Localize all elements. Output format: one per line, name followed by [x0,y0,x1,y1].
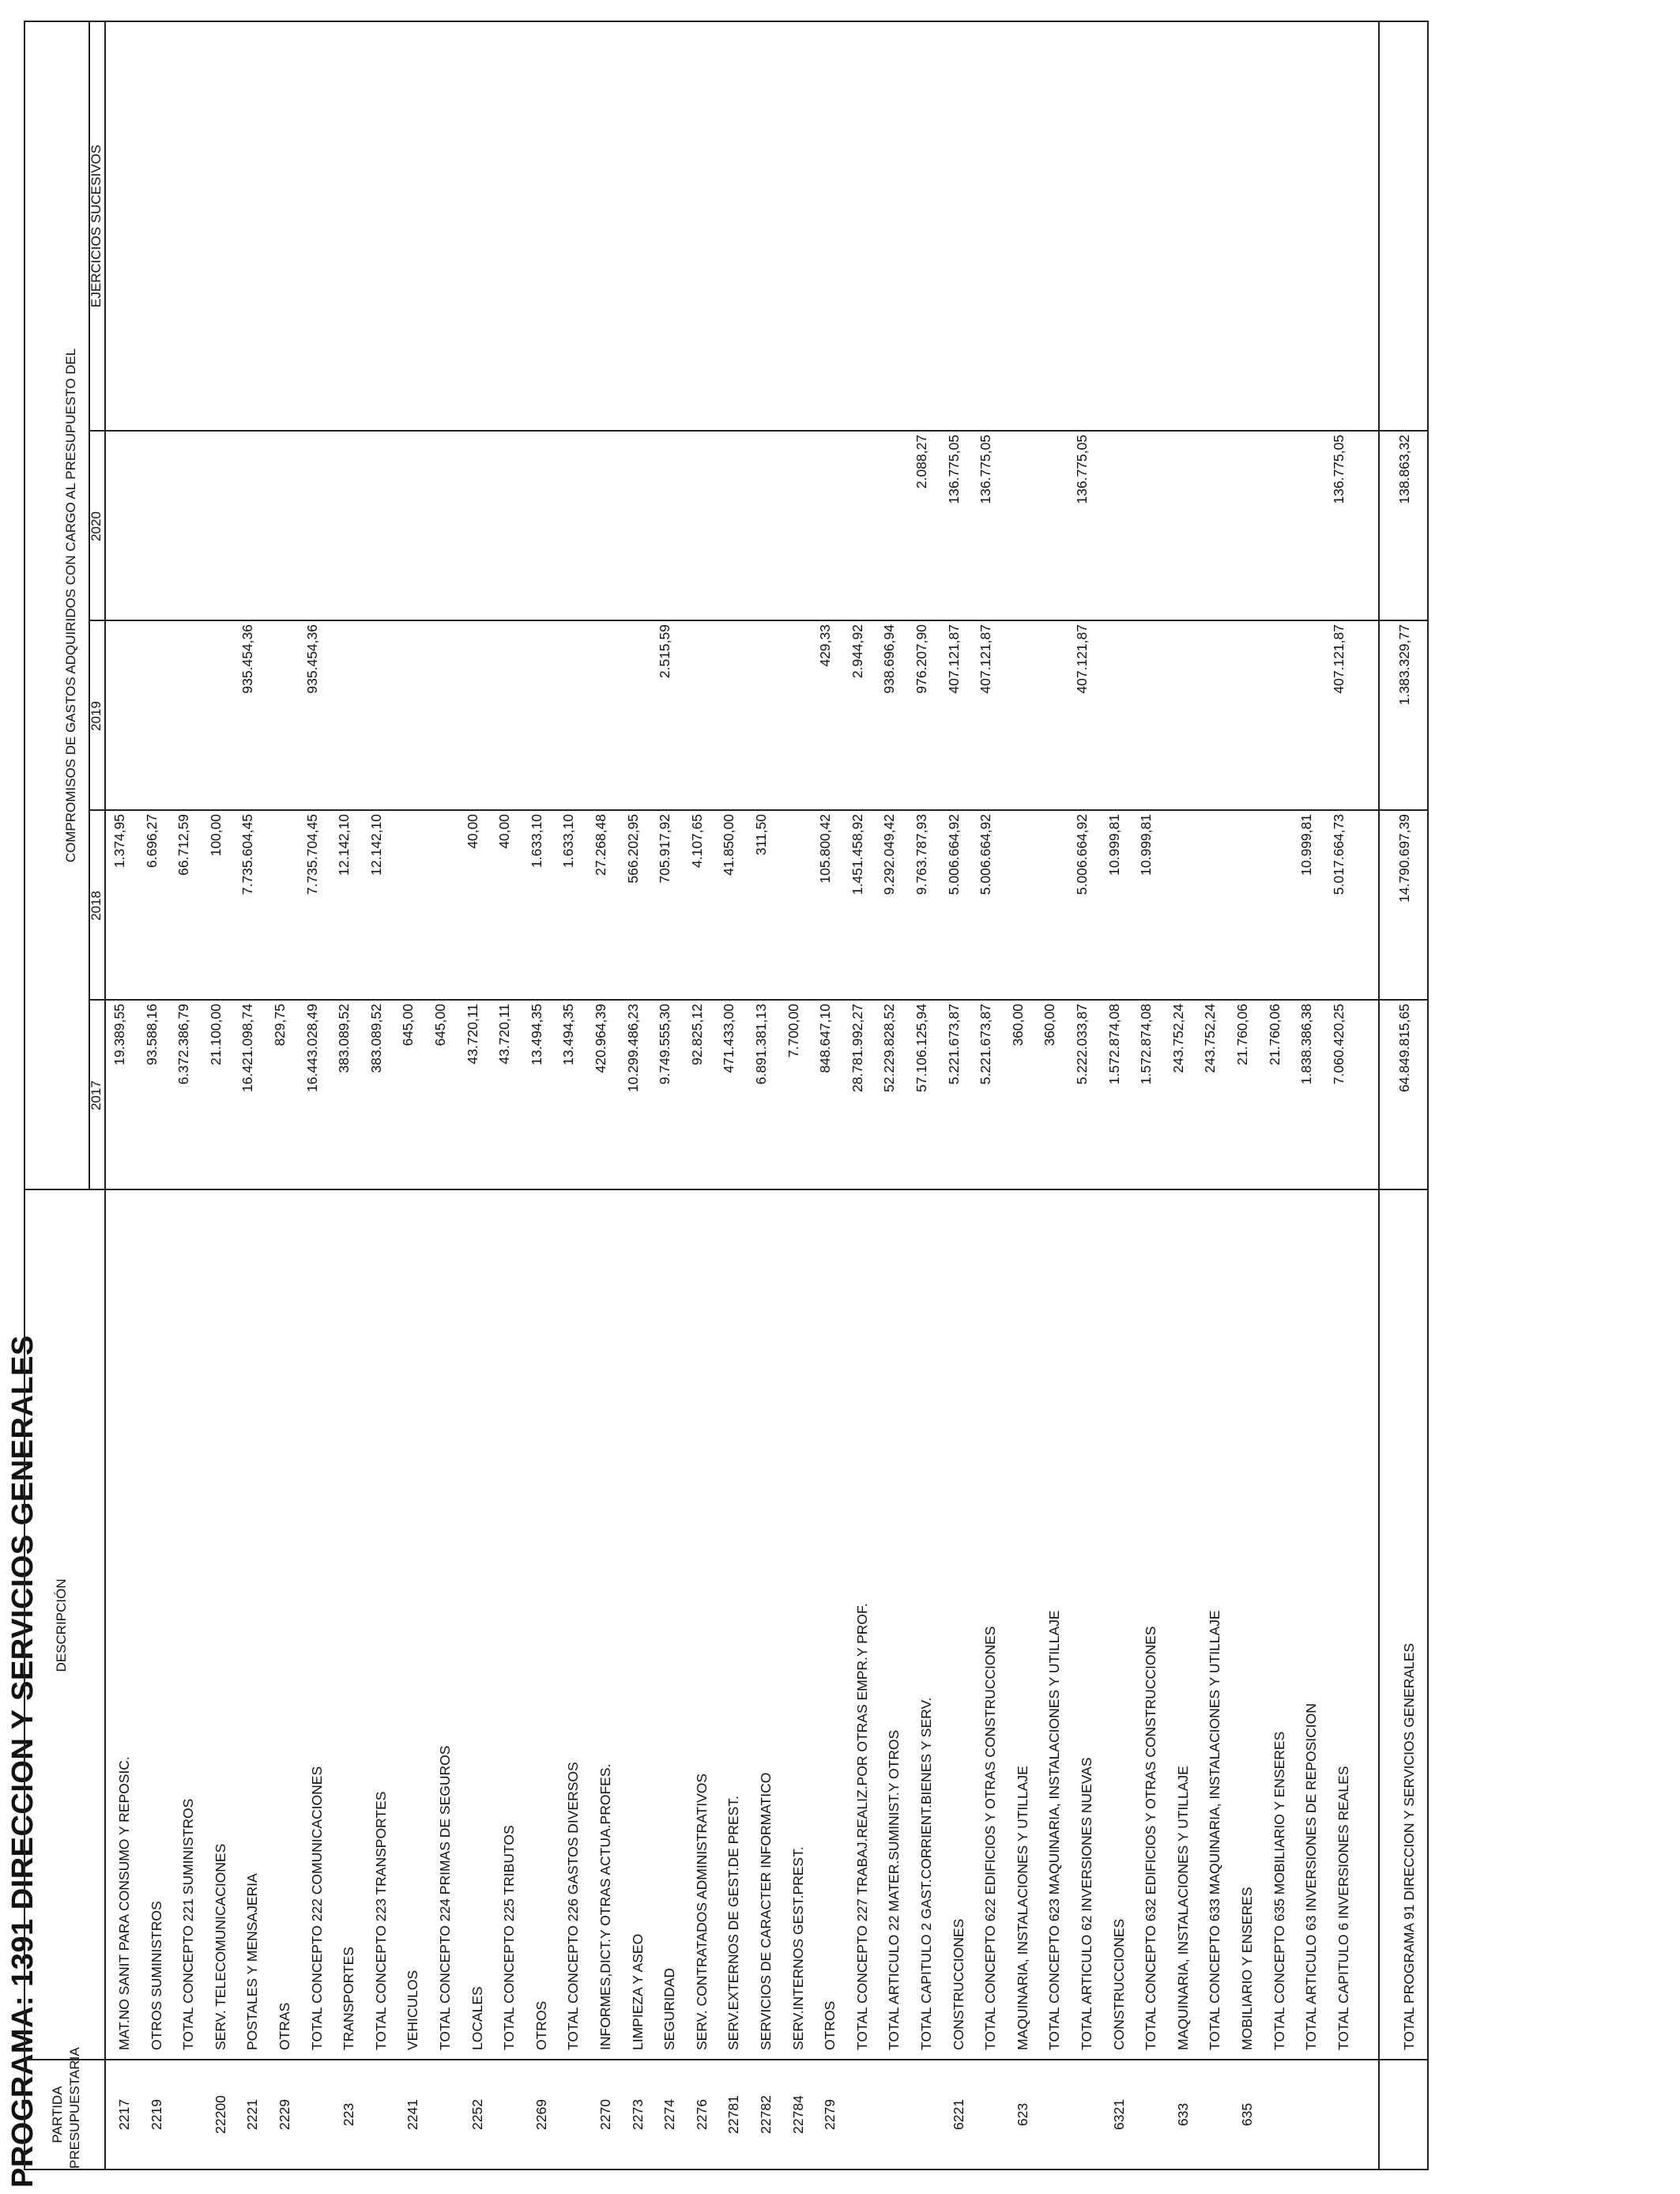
cell-y2018: 705.917,92 [657,814,673,884]
cell-desc: SERV.INTERNOS GEST.PREST. [789,1846,806,2050]
cell-y2018: 5.006.664,92 [977,814,994,895]
cell-y2020: 136.775,05 [1330,435,1347,504]
cell-y2017: 5.221.673,87 [977,1004,994,1085]
cell-code: 2221 [244,2099,261,2130]
cell-y2018: 7.735.704,45 [303,814,320,895]
cell-y2020: 2.088,27 [913,435,929,489]
cell-desc: MAQUINARIA, INSTALACIONES Y UTILLAJE [1174,1766,1191,2050]
cell-desc: OTROS SUMINISTROS [148,1901,164,2050]
cell-desc: POSTALES Y MENSAJERIA [244,1873,261,2050]
header-descripcion: DESCRIPCIÓN [54,1578,69,1672]
cell-desc: TOTAL CONCEPTO 635 MOBILIARIO Y ENSERES [1271,1731,1287,2050]
cell-code: 635 [1239,2102,1255,2127]
cell-y2019: 2.515,59 [657,624,673,679]
cell-y2017: 7.700,00 [785,1004,801,1058]
cell-code: 22781 [725,2095,742,2134]
cell-code: 22782 [758,2095,774,2134]
cell-code: 22784 [789,2095,806,2134]
cell-y2017: 9.749.555,30 [657,1004,673,1085]
cell-y2017: 92.825,12 [688,1004,705,1065]
cell-y2018: 5.017.664,73 [1330,814,1347,895]
cell-y2017: 16.421.098,74 [239,1004,256,1092]
cell-desc: SERVICIOS DE CARACTER INFORMATICO [758,1772,774,2050]
cell-y2018: 10.999,81 [1138,814,1155,876]
total-y2017: 64.849.815,65 [1396,1004,1412,1092]
cell-code: 2252 [469,2099,485,2130]
cell-y2018: 41.850,00 [721,814,737,876]
cell-y2019: 407.121,87 [977,624,994,694]
cell-y2020: 136.775,05 [945,435,962,504]
cell-y2017: 13.494,35 [560,1004,577,1065]
cell-y2018: 100,00 [207,814,224,857]
total-divider [1378,22,1380,2169]
cell-desc: OTROS [533,2000,549,2050]
cell-y2019: 976.207,90 [913,624,929,694]
cell-code: 2276 [693,2099,710,2130]
cell-y2019: 2.944,92 [849,624,865,679]
cell-desc: MOBILIARIO Y ENSERES [1239,1887,1255,2050]
cell-y2017: 1.572.874,08 [1106,1004,1122,1085]
cell-y2017: 1.838.386,38 [1298,1004,1315,1085]
cell-desc: VEHICULOS [405,1970,421,2050]
cell-desc: TOTAL CONCEPTO 222 COMUNICACIONES [308,1766,325,2050]
cell-desc: SERV.EXTERNOS DE GEST.DE PREST. [725,1796,742,2050]
cell-y2017: 28.781.992,27 [849,1004,865,1092]
cell-y2018: 5.006.664,92 [1074,814,1090,895]
cell-code: 2241 [405,2099,421,2130]
cell-desc: TOTAL CONCEPTO 227 TRABAJ.REALIZ.POR OTRAS EMPR.Y PROF. [853,1603,870,2050]
cell-desc: TOTAL CONCEPTO 226 GASTOS DIVERSOS [565,1762,582,2050]
cell-y2017: 52.229.828,52 [881,1004,898,1092]
cell-y2020: 136.775,05 [977,435,994,504]
cell-y2018: 40,00 [464,814,480,849]
cell-y2017: 1.572.874,08 [1138,1004,1155,1085]
cell-code: 2269 [533,2099,549,2130]
cell-y2017: 645,00 [400,1004,416,1046]
cell-y2017: 93.588,16 [143,1004,160,1065]
col-divider [89,809,1427,811]
cell-y2017: 43.720,11 [496,1004,513,1065]
cell-y2017: 383.089,52 [336,1004,352,1073]
cell-desc: SERV. CONTRATADOS ADMINISTRATIVOS [693,1773,710,2050]
cell-y2017: 6.372.386,79 [175,1004,192,1085]
cell-y2020: 136.775,05 [1074,435,1090,504]
cell-desc: TOTAL CONCEPTO 633 MAQUINARIA, INSTALACIONES Y UTILLAJE [1207,1610,1223,2050]
cell-y2019: 407.121,87 [1074,624,1090,694]
cell-desc: SEGURIDAD [661,1967,678,2050]
cell-desc: SERV. TELECOMUNICACIONES [212,1843,228,2050]
cell-y2019: 429,33 [817,624,834,667]
cell-y2018: 5.006.664,92 [945,814,962,895]
header-2018: 2018 [89,891,104,921]
cell-y2019: 935.454,36 [239,624,256,694]
cell-y2017: 360,00 [1042,1004,1058,1046]
page-title: PROGRAMA: 1391 DIRECCION Y SERVICIOS GENERALES [6,1335,40,2188]
cell-code: 2274 [661,2099,678,2130]
cell-desc: TOTAL CAPITULO 2 GAST.CORRIENT.BIENES Y SERV. [918,1697,934,2050]
cell-desc: TOTAL ARTICULO 63 INVERSIONES DE REPOSICION [1303,1703,1320,2050]
cell-y2018: 6.696,27 [143,814,160,869]
cell-desc: TOTAL CONCEPTO 224 PRIMAS DE SEGUROS [437,1745,453,2050]
cell-y2017: 43.720,11 [464,1004,480,1065]
cell-y2017: 243.752,24 [1202,1004,1219,1073]
total-y2018: 14.790.697,39 [1396,814,1412,903]
cell-y2018: 105.800,42 [817,814,834,884]
cell-y2018: 1.374,95 [111,814,127,869]
cell-y2018: 566.202,95 [624,814,641,884]
cell-y2017: 13.494,35 [528,1004,544,1065]
cell-desc: TOTAL CONCEPTO 221 SUMINISTROS [180,1798,197,2050]
cell-y2018: 4.107,65 [688,814,705,869]
cell-y2018: 10.999,81 [1298,814,1315,876]
cell-y2017: 829,75 [272,1004,288,1046]
cell-y2019: 935.454,36 [303,624,320,694]
cell-y2017: 848.647,10 [817,1004,834,1073]
cell-y2018: 1.451.458,92 [849,814,865,895]
total-y2019: 1.383.329,77 [1396,624,1412,706]
cell-desc: OTRAS [277,2002,292,2050]
cell-y2018: 1.633,10 [528,814,544,869]
cell-y2019: 938.696,94 [881,624,898,694]
cell-desc: TRANSPORTES [341,1947,357,2050]
cell-y2017: 16.443.028,49 [303,1004,320,1092]
cell-desc: CONSTRUCCIONES [950,1918,966,2050]
cell-code: 6321 [1110,2099,1127,2130]
cell-desc: TOTAL ARTICULO 22 MATER.SUMINIST.Y OTROS [886,1729,902,2050]
header-ejercicios-sucesivos: EJERCICIOS SUCESIVOS [89,145,104,307]
cell-desc: TOTAL CONCEPTO 223 TRANSPORTES [372,1791,389,2050]
cell-code: 2229 [277,2099,292,2130]
header-partida: PARTIDA PRESUPUESTARIA [50,2047,82,2169]
cell-code: 623 [1014,2102,1030,2127]
cell-y2017: 21.100,00 [207,1004,224,1065]
cell-desc: TOTAL CAPITULO 6 INVERSIONES REALES [1335,1766,1351,2050]
header-compromisos: COMPROMISOS DE GASTOS ADQUIRIDOS CON CARGO AL PRESUPUESTO DEL [63,348,78,863]
total-desc: TOTAL PROGRAMA 91 DIRECCION Y SERVICIOS GENERALES [1401,1642,1417,2050]
cell-y2017: 6.891.381,13 [753,1004,769,1085]
cell-code: 2219 [148,2099,164,2130]
cell-y2017: 243.752,24 [1170,1004,1186,1073]
cell-y2017: 10.299.486,23 [624,1004,641,1092]
cell-y2018: 9.292.049,42 [881,814,898,895]
cell-desc: INFORMES,DICT.Y OTRAS ACTUA.PROFES. [597,1763,613,2050]
cell-y2018: 40,00 [496,814,513,849]
cell-y2018: 10.999,81 [1106,814,1122,876]
cell-desc: TOTAL CONCEPTO 622 EDIFICIOS Y OTRAS CONSTRUCCIONES [982,1626,999,2050]
cell-y2018: 12.142,10 [336,814,352,876]
cell-y2017: 5.222.033,87 [1074,1004,1090,1085]
cell-y2018: 7.735.604,45 [239,814,256,895]
cell-desc: TOTAL CONCEPTO 632 EDIFICIOS Y OTRAS CONSTRUCCIONES [1143,1626,1159,2050]
cell-desc: TOTAL CONCEPTO 225 TRIBUTOS [501,1825,518,2050]
cell-desc: OTROS [822,2000,838,2050]
cell-desc: TOTAL CONCEPTO 623 MAQUINARIA, INSTALACIONES Y UTILLAJE [1046,1610,1063,2050]
cell-y2019: 407.121,87 [945,624,962,694]
cell-y2017: 7.060.420,25 [1330,1004,1347,1085]
cell-code: 6221 [950,2099,966,2130]
cell-y2017: 57.106.125,94 [913,1004,929,1092]
cell-y2019: 407.121,87 [1330,624,1347,694]
cell-y2017: 471.433,00 [721,1004,737,1073]
cell-y2018: 1.633,10 [560,814,577,869]
cell-code: 2270 [597,2099,613,2130]
cell-code: 2217 [116,2099,132,2130]
cell-desc: MAQUINARIA, INSTALACIONES Y UTILLAJE [1014,1766,1030,2050]
cell-y2018: 27.268,48 [593,814,608,876]
cell-y2018: 9.763.787,93 [913,814,929,895]
cell-y2017: 360,00 [1009,1004,1026,1046]
cell-code: 22200 [212,2095,228,2134]
col-divider [89,620,1427,621]
cell-y2018: 12.142,10 [367,814,384,876]
cell-code: 2273 [629,2099,646,2130]
cell-y2018: 311,50 [753,814,769,856]
cell-y2017: 383.089,52 [367,1004,384,1073]
cell-y2018: 66.712,59 [175,814,192,876]
cell-code: 633 [1174,2102,1191,2127]
cell-y2017: 420.964,39 [593,1004,608,1073]
header-bottom-line [104,22,106,2169]
cell-y2017: 19.389,55 [111,1004,127,1065]
header-2020: 2020 [89,511,104,541]
cell-desc: LOCALES [469,1986,485,2050]
cell-code: 223 [341,2102,357,2127]
cell-desc: MAT.NO SANIT PARA CONSUMO Y REPOSIC. [116,1756,132,2050]
cell-y2017: 5.221.673,87 [945,1004,962,1085]
header-2017: 2017 [89,1080,104,1110]
total-y2020: 138.863,32 [1396,435,1412,504]
cell-y2017: 645,00 [432,1004,448,1046]
cell-desc: TOTAL ARTICULO 62 INVERSIONES NUEVAS [1079,1757,1094,2050]
col-divider [89,430,1427,432]
cell-desc: LIMPIEZA Y ASEO [629,1933,646,2050]
budget-table [24,21,1429,2170]
cell-y2017: 21.760,06 [1234,1004,1250,1065]
cell-code: 2279 [822,2099,838,2130]
header-2019: 2019 [89,701,104,731]
cell-desc: CONSTRUCCIONES [1110,1918,1127,2050]
cell-y2017: 21.760,06 [1266,1004,1283,1065]
